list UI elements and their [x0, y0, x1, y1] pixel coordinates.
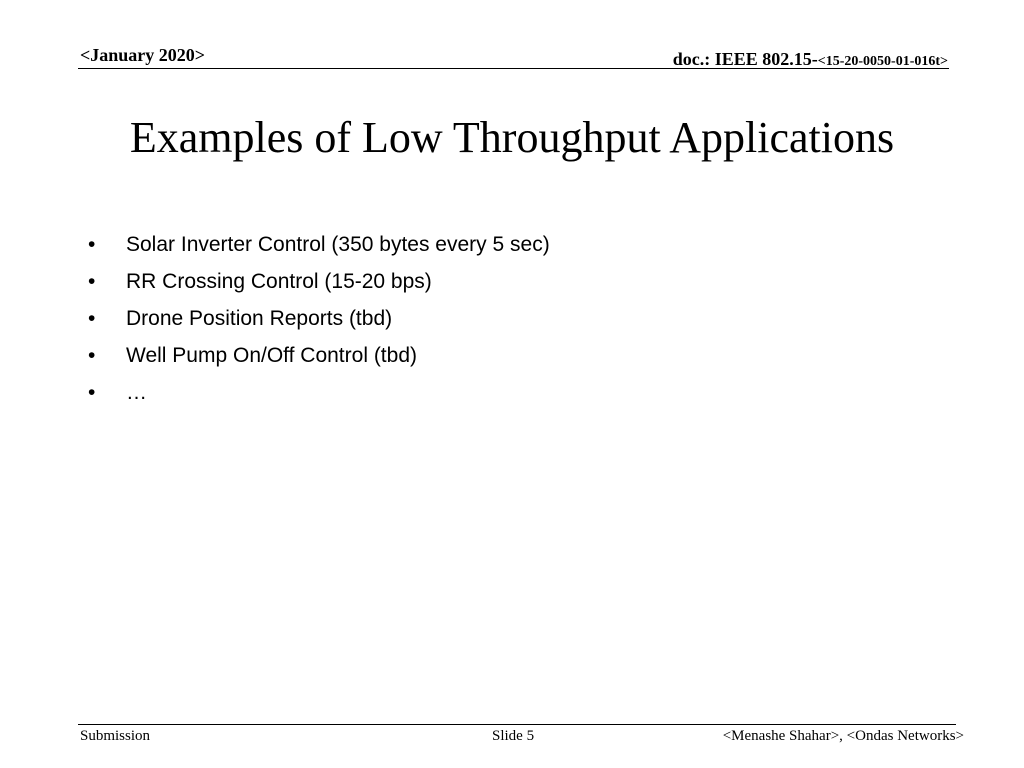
bullet-marker: • — [88, 344, 96, 367]
header-doc-prefix: doc.: IEEE 802.15- — [672, 49, 818, 69]
bullet-marker: • — [88, 270, 96, 293]
bullet-text: Drone Position Reports (tbd) — [126, 307, 393, 330]
bullet-text: Well Pump On/Off Control (tbd) — [126, 344, 417, 367]
footer-slide-number: Slide 5 — [492, 728, 535, 744]
bullet-list — [88, 226, 550, 411]
bullet-item — [88, 226, 550, 263]
header-doc-id — [673, 49, 948, 70]
header-divider — [78, 68, 949, 69]
bullet-marker: • — [88, 381, 96, 404]
footer-submission: Submission — [80, 728, 151, 744]
bullet-marker: • — [88, 307, 96, 330]
bullet-text: Solar Inverter Control (350 bytes every 5 sec) — [126, 233, 550, 256]
header-doc-number: <15-20-0050-01-016t> — [817, 54, 948, 69]
bullet-marker: • — [88, 233, 96, 256]
bullet-item — [88, 374, 550, 411]
header-date: <January 2020> — [80, 45, 206, 65]
footer-divider — [78, 724, 956, 725]
bullet-item — [88, 337, 550, 374]
slide-title: Examples of Low Throughput Applications — [129, 113, 895, 162]
bullet-text: RR Crossing Control (15-20 bps) — [126, 270, 432, 293]
bullet-item — [88, 300, 550, 337]
bullet-text: … — [126, 381, 147, 404]
bullet-item — [88, 263, 550, 300]
footer-author: <Menashe Shahar>, <Ondas Networks> — [722, 728, 964, 744]
